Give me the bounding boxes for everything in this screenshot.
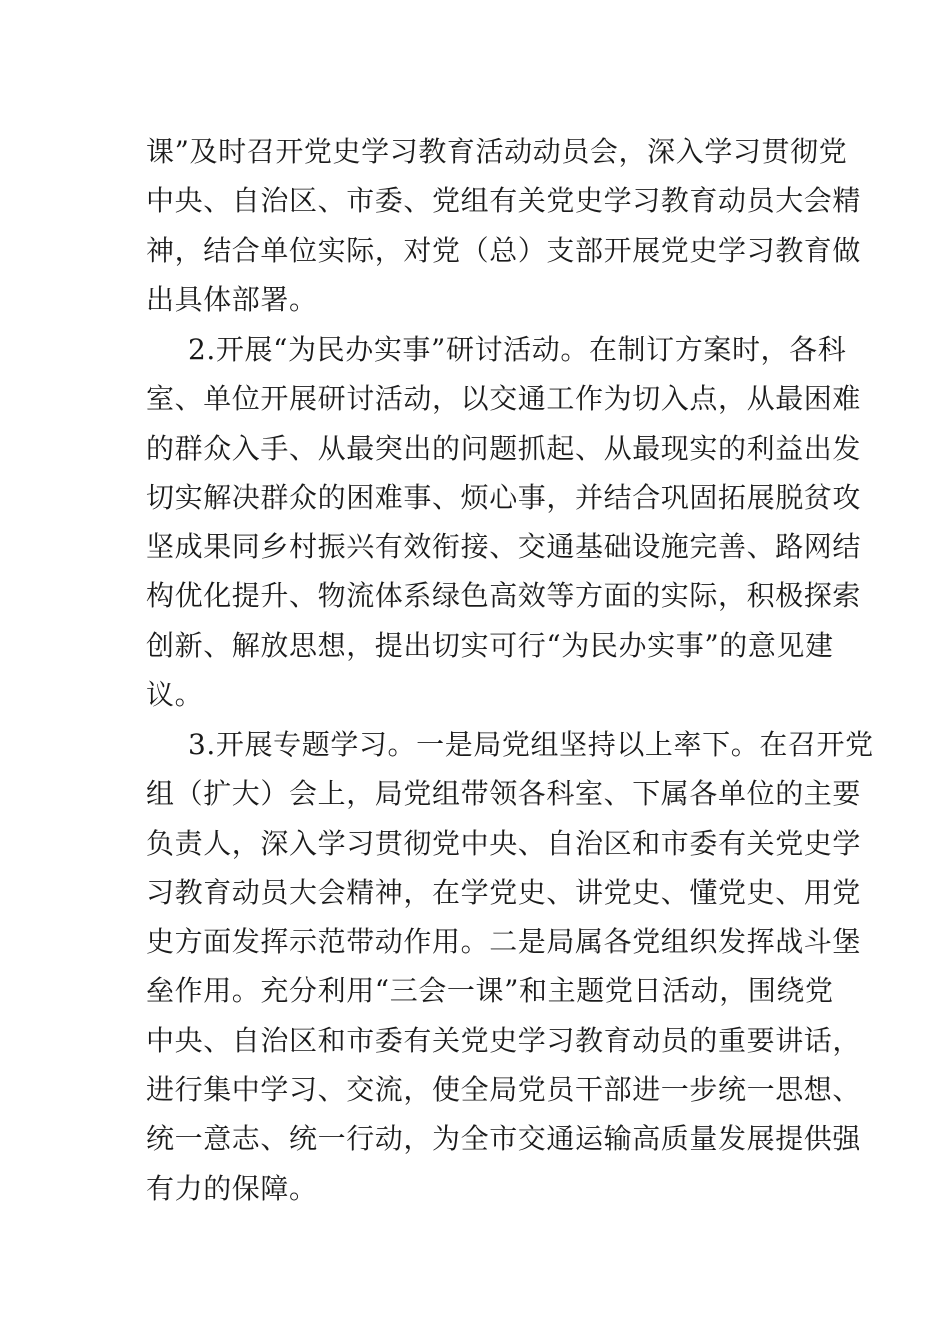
text-line: 切实解决群众的困难事、烦心事，并结合巩固拓展脱贫攻 xyxy=(146,480,862,514)
text-line: 中央、自治区和市委有关党史学习教育动员的重要讲话， xyxy=(146,1023,862,1057)
text-line: 出具体部署。 xyxy=(146,282,318,316)
text-line: 负责人，深入学习贯彻党中央、自治区和市委有关党史学 xyxy=(146,826,862,860)
text-line: 课”及时召开党史学习教育活动动员会，深入学习贯彻党 xyxy=(146,135,848,168)
text-line: 的群众入手、从最突出的问题抓起、从最现实的利益出发 xyxy=(146,431,862,465)
paragraph-continuation xyxy=(146,127,862,324)
text-line: 神，结合单位实际，对党（总）支部开展党史学习教育做 xyxy=(146,233,862,267)
text-line: 3.开展专题学习。一是局党组坚持以上率下。在召开党 xyxy=(188,728,874,761)
text-line: 中央、自治区、市委、党组有关党史学习教育动员大会精 xyxy=(146,184,862,218)
text-line: 构优化提升、物流体系绿色高效等方面的实际，积极探索 xyxy=(146,579,862,613)
text-line: 垒作用。充分利用“三会一课”和主题党日活动，围绕党 xyxy=(146,974,834,1008)
text-line: 有力的保障。 xyxy=(146,1171,318,1205)
paragraph-item-3 xyxy=(146,720,874,1213)
text-line: 创新、解放思想，提出切实可行“为民办实事”的意见建 xyxy=(146,628,834,662)
text-line: 2.开展“为民办实事”研讨活动。在制订方案时，各科 xyxy=(188,333,847,366)
text-line: 统一意志、统一行动，为全市交通运输高质量发展提供强 xyxy=(146,1122,862,1156)
text-line: 室、单位开展研讨活动，以交通工作为切入点，从最困难 xyxy=(146,382,862,416)
text-line: 史方面发挥示范带动作用。二是局属各党组织发挥战斗堡 xyxy=(146,925,862,959)
text-line: 习教育动员大会精神，在学党史、讲党史、懂党史、用党 xyxy=(146,875,862,909)
paragraph-item-2 xyxy=(146,325,862,719)
text-line: 坚成果同乡村振兴有效衔接、交通基础设施完善、路网结 xyxy=(146,530,862,564)
text-line: 进行集中学习、交流，使全局党员干部进一步统一思想、 xyxy=(146,1073,862,1107)
text-line: 组（扩大）会上，局党组带领各科室、下属各单位的主要 xyxy=(146,777,862,811)
text-line: 议。 xyxy=(146,678,204,712)
